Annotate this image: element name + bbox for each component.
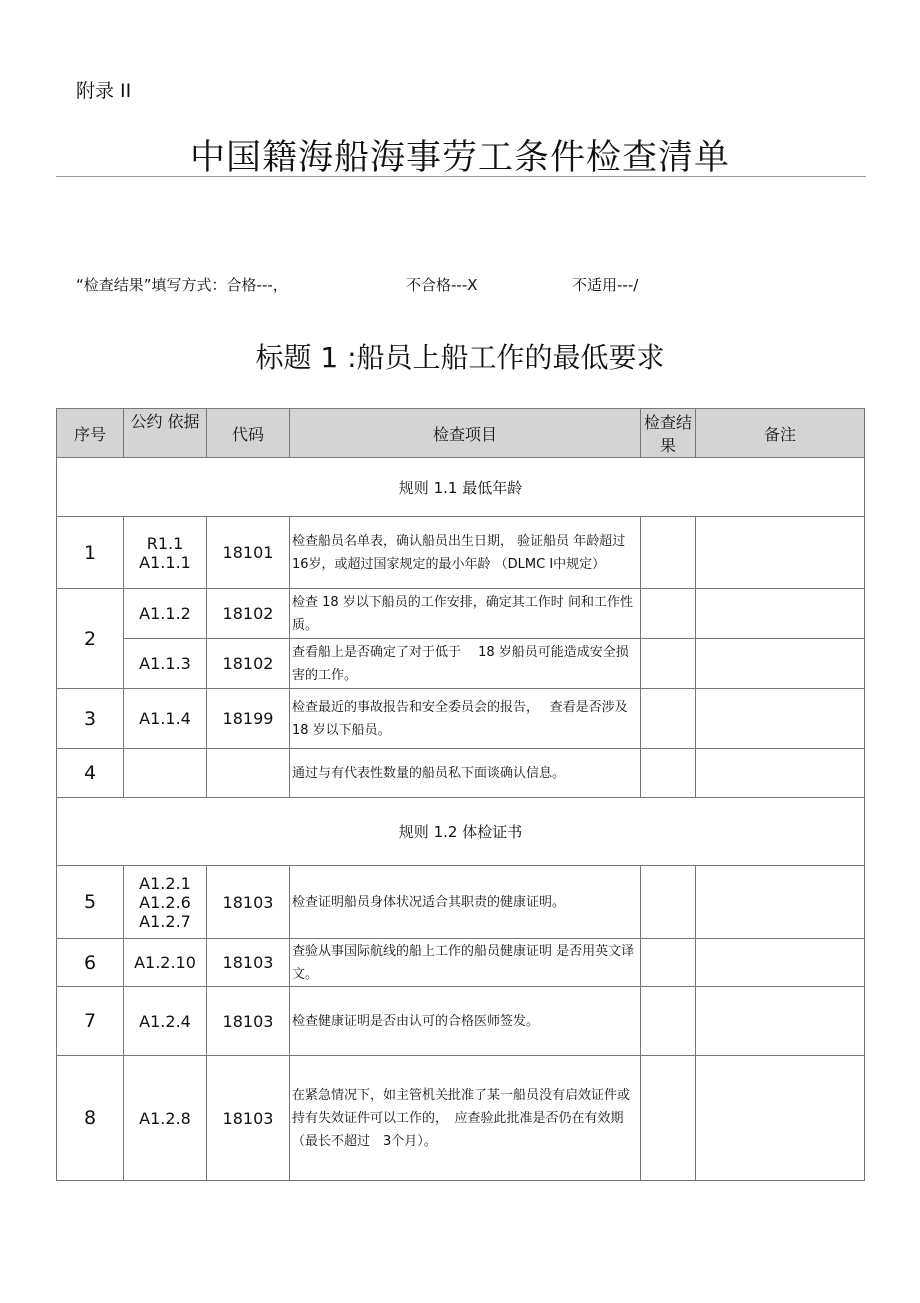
row-remarks-cell[interactable] [696, 639, 865, 689]
row-item: 检查 18 岁以下船员的工作安排，确定其工作时 间和工作性质。 [290, 589, 641, 639]
row-result-cell[interactable] [641, 749, 696, 798]
row-code: 18102 [207, 589, 290, 639]
section-row [57, 458, 865, 517]
row-no: 6 [57, 939, 124, 987]
legend-fail: 不合格---X [406, 276, 478, 294]
row-ref: A1.1.2 [124, 589, 207, 639]
row-ref: A1.2.1 A1.2.6 A1.2.7 [124, 866, 207, 939]
row-result-cell[interactable] [641, 689, 696, 749]
row-no: 3 [57, 689, 124, 749]
row-item: 检查证明船员身体状况适合其职责的健康证明。 [290, 866, 641, 939]
header-no: 序号 [57, 409, 124, 458]
row-code: 18199 [207, 689, 290, 749]
checklist-table [56, 408, 865, 1181]
row-code: 18103 [207, 939, 290, 987]
row-ref: R1.1 A1.1.1 [124, 517, 207, 589]
table-row [57, 749, 865, 798]
document-title: 中国籍海船海事劳工条件检查清单 [189, 138, 730, 178]
row-remarks-cell[interactable] [696, 689, 865, 749]
row-result-cell[interactable] [641, 987, 696, 1056]
row-item: 通过与有代表性数量的船员私下面谈确认信息。 [290, 749, 641, 798]
row-no: 1 [57, 517, 124, 589]
row-no: 8 [57, 1056, 124, 1181]
row-ref: A1.1.3 [124, 639, 207, 689]
row-remarks-cell[interactable] [696, 987, 865, 1056]
row-item: 检查船员名单表，确认船员出生日期， 验证船员 年龄超过16岁，或超过国家规定的最小年龄 （DLMC I中规定） [290, 517, 641, 589]
table-row [57, 866, 865, 939]
legend-na: 不适用---/ [572, 276, 639, 294]
row-ref: A1.2.8 [124, 1056, 207, 1181]
row-code: 18102 [207, 639, 290, 689]
row-remarks-cell[interactable] [696, 517, 865, 589]
row-result-cell[interactable] [641, 639, 696, 689]
row-result-cell[interactable] [641, 589, 696, 639]
row-item: 在紧急情况下，如主管机关批准了某一船员没有启效证件或持有失效证件可以工作的， 应查验此批准是否仍在有效期（最长不超过 3个月）。 [290, 1056, 641, 1181]
row-item: 查验从事国际航线的船上工作的船员健康证明 是否用英文译文。 [290, 939, 641, 987]
row-remarks-cell[interactable] [696, 939, 865, 987]
row-result-cell[interactable] [641, 517, 696, 589]
table-row [57, 589, 865, 639]
table-row [57, 639, 865, 689]
table-row [57, 939, 865, 987]
row-code: 18103 [207, 1056, 290, 1181]
row-code: 18103 [207, 866, 290, 939]
row-ref: A1.1.4 [124, 689, 207, 749]
row-result-cell[interactable] [641, 866, 696, 939]
section-title: 规则 1.2 体检证书 [57, 798, 865, 866]
row-no: 4 [57, 749, 124, 798]
row-remarks-cell[interactable] [696, 1056, 865, 1181]
header-code: 代码 [207, 409, 290, 458]
row-remarks-cell[interactable] [696, 589, 865, 639]
row-ref: A1.2.10 [124, 939, 207, 987]
section-heading: 标题 1 :船员上船工作的最低要求 [255, 341, 665, 374]
row-remarks-cell[interactable] [696, 749, 865, 798]
row-ref [124, 749, 207, 798]
header-result: 检查结果 [641, 409, 696, 458]
row-no: 2 [57, 589, 124, 689]
section-row [57, 798, 865, 866]
table-row [57, 1056, 865, 1181]
table-row [57, 689, 865, 749]
row-ref: A1.2.4 [124, 987, 207, 1056]
row-no: 5 [57, 866, 124, 939]
section-title: 规则 1.1 最低年龄 [57, 458, 865, 517]
table-row [57, 517, 865, 589]
header-remarks: 备注 [696, 409, 865, 458]
row-result-cell[interactable] [641, 1056, 696, 1181]
row-code [207, 749, 290, 798]
row-remarks-cell[interactable] [696, 866, 865, 939]
legend-intro: “检查结果”填写方式：合格---， [76, 276, 288, 294]
header-row [57, 409, 865, 458]
row-code: 18101 [207, 517, 290, 589]
row-code: 18103 [207, 987, 290, 1056]
header-item: 检查项目 [290, 409, 641, 458]
row-result-cell[interactable] [641, 939, 696, 987]
table-row [57, 987, 865, 1056]
row-item: 查看船上是否确定了对于低于 18 岁船员可能造成安全损害的工作。 [290, 639, 641, 689]
row-item: 检查健康证明是否由认可的合格医师签发。 [290, 987, 641, 1056]
title-divider [56, 176, 866, 177]
row-item: 检查最近的事故报告和安全委员会的报告， 查看是否涉及 18 岁以下船员。 [290, 689, 641, 749]
appendix-label: 附录 II [76, 80, 132, 102]
header-ref: 公约 依据 [124, 409, 207, 458]
row-no: 7 [57, 987, 124, 1056]
